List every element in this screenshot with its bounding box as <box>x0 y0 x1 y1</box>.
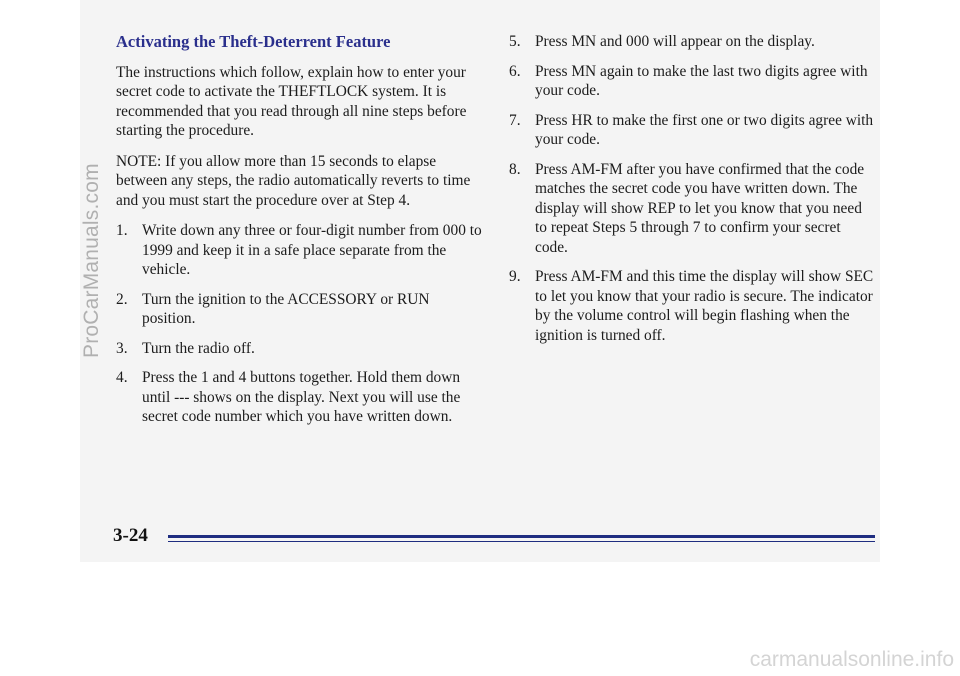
step-item <box>509 62 875 101</box>
steps-list-left <box>116 221 486 427</box>
right-column <box>509 32 875 355</box>
step-text: Press MN and 000 will appear on the display. <box>535 33 815 50</box>
step-text: Press the 1 and 4 buttons together. Hold them down until --- shows on the display. Next you will use the secret code number which you have written down. <box>142 369 461 425</box>
step-number: 1. <box>116 222 128 239</box>
note-paragraph: NOTE: If you allow more than 15 seconds to elapse between any steps, the radio automatically reverts to time and you must start the procedure over at Step 4. <box>116 152 471 209</box>
step-number: 2. <box>116 290 128 308</box>
step-text: Turn the ignition to the ACCESSORY or RUN position. <box>142 290 430 327</box>
step-number: 8. <box>509 160 521 178</box>
step-text: Press MN again to make the last two digits agree with your code. <box>535 62 868 99</box>
step-number: 9. <box>509 268 521 285</box>
step-item <box>509 160 875 258</box>
step-text: Press AM-FM after you have confirmed that the code matches the secret code you have written down. The display will show REP to let you know that you need to repeat Steps 5 through 7 to confirm your secret code. <box>535 160 865 256</box>
section-heading: Activating the Theft-Deterrent Feature <box>116 32 391 51</box>
footer-rule-thick <box>168 535 875 538</box>
steps-list-right <box>509 32 875 345</box>
step-item <box>116 339 486 359</box>
step-item <box>509 32 875 52</box>
step-item <box>509 111 875 150</box>
step-item <box>509 267 875 345</box>
step-text: Turn the radio off. <box>142 339 255 357</box>
step-number: 7. <box>509 111 521 129</box>
page-number: 3-24 <box>113 525 148 546</box>
step-number: 3. <box>116 339 128 357</box>
step-text: Press HR to make the first one or two digits agree with your code. <box>535 111 874 148</box>
intro-paragraph: The instructions which follow, explain how to enter your secret code to activate the THEFTLOCK system. It is recommended that you read through all nine steps before starting the procedure. <box>116 63 467 139</box>
step-number: 5. <box>509 33 521 50</box>
left-column <box>116 32 486 437</box>
step-text: Press AM-FM and this time the display will show SEC to let you know that your radio is secure. The indicator by the volume control will begin flashing when the ignition is turned off. <box>535 268 874 344</box>
step-text: Write down any three or four-digit number from 000 to 1999 and keep it in a safe place separate from the vehicle. <box>142 222 482 278</box>
step-item <box>116 221 486 280</box>
step-number: 6. <box>509 62 521 80</box>
step-item <box>116 368 486 427</box>
bottom-watermark: carmanualsonline.info <box>749 648 954 671</box>
step-number: 4. <box>116 369 128 386</box>
footer-rule-thin <box>168 541 875 542</box>
side-watermark: ProCarManuals.com <box>80 163 103 358</box>
step-item <box>116 290 486 329</box>
